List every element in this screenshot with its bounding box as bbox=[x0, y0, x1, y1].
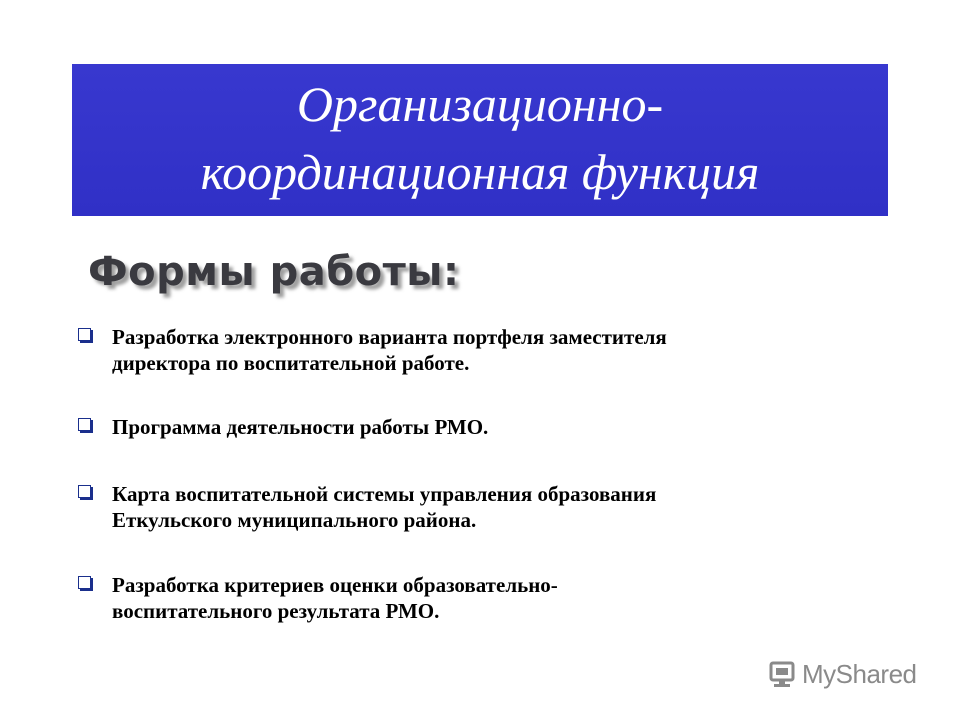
bullet-text-line: Разработка электронного варианта портфеля заместителя bbox=[112, 325, 667, 349]
bullet-text-line: воспитательного результата РМО. bbox=[112, 599, 440, 623]
checkbox-bullet-icon bbox=[78, 485, 91, 498]
title-banner bbox=[72, 64, 888, 216]
checkbox-bullet-icon bbox=[78, 576, 91, 589]
bullet-text-line: Еткульского муниципального района. bbox=[112, 508, 477, 532]
slide-title-line-2: координационная функция bbox=[200, 144, 760, 200]
checkbox-bullet-icon bbox=[78, 418, 91, 431]
checkbox-bullet-icon bbox=[78, 328, 91, 341]
watermark-text: MyShared bbox=[802, 658, 917, 689]
bullet-text bbox=[112, 572, 872, 624]
section-subtitle: Формы работы: bbox=[88, 249, 460, 295]
bullet-text-line: Программа деятельности работы РМО. bbox=[112, 415, 489, 439]
myshared-logo-icon bbox=[768, 659, 798, 689]
myshared-watermark[interactable] bbox=[768, 658, 917, 690]
bullet-text bbox=[112, 414, 872, 440]
slide-title-line-1: Организационно- bbox=[296, 76, 664, 132]
bullet-text-line: Разработка критериев оценки образовательно- bbox=[112, 573, 558, 597]
bullet-text bbox=[112, 481, 872, 533]
bullet-text-line: Карта воспитательной системы управления образования bbox=[112, 482, 657, 506]
bullet-text-line: директора по воспитательной работе. bbox=[112, 351, 470, 375]
bullet-text bbox=[112, 324, 872, 376]
